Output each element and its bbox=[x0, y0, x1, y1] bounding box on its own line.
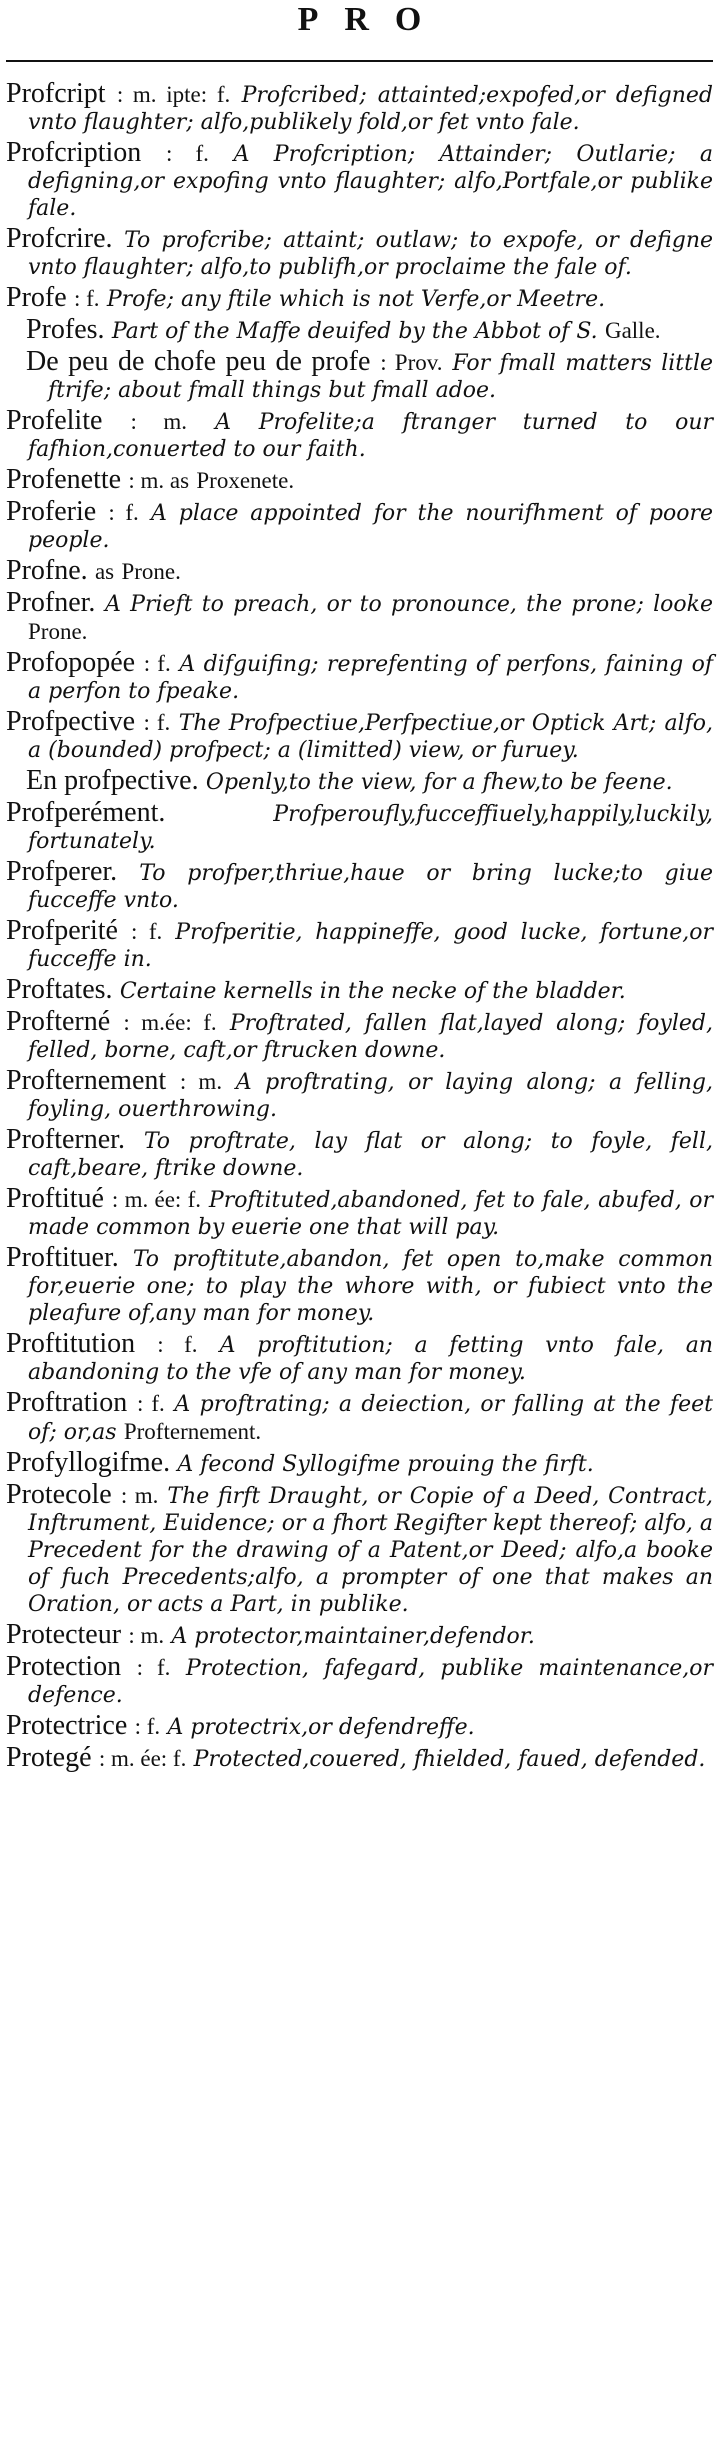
dictionary-entry bbox=[6, 407, 713, 463]
dictionary-entry bbox=[6, 1481, 713, 1618]
entry-headword: Protection bbox=[6, 1651, 122, 1682]
entry-definition: A protector,maintainer,defendor. bbox=[171, 1624, 535, 1649]
entry-definition: A difguifing; reprefenting of perfons, faining of a perfon to fpeake. bbox=[28, 652, 714, 704]
entry-grammar: : m. ée: f. bbox=[111, 1187, 202, 1212]
entry-grammar: : f. bbox=[157, 1332, 198, 1357]
entry-definition: Profe; any ftile which is not Verfe,or Meetre. bbox=[106, 287, 606, 312]
entry-grammar: : f. bbox=[143, 710, 171, 735]
entry-grammar: : m. as bbox=[128, 468, 190, 493]
entry-headword: Profcript bbox=[6, 78, 106, 109]
dictionary-subentry bbox=[26, 348, 713, 404]
dictionary-subentry bbox=[26, 767, 713, 796]
entry-cross-reference: Prone. bbox=[28, 619, 88, 644]
dictionary-entry bbox=[6, 976, 713, 1005]
entry-grammar: : f. bbox=[165, 141, 209, 166]
entry-definition: A Profelite;a ftranger turned to our fafhion,conuerted to our faith. bbox=[28, 410, 714, 462]
entry-grammar: : m. ipte: f. bbox=[116, 82, 231, 107]
dictionary-entry bbox=[6, 1067, 713, 1123]
entry-grammar: : f. bbox=[108, 500, 139, 525]
entry-definition: A proftrating, or laying along; a felling, foyling, ouerthrowing. bbox=[28, 1070, 713, 1122]
entry-grammar: : Prov. bbox=[380, 350, 443, 375]
entry-headword: Profelite bbox=[6, 405, 103, 436]
dictionary-entry bbox=[6, 80, 713, 136]
entry-grammar: : f. bbox=[73, 286, 100, 311]
entry-grammar: : m. bbox=[128, 1623, 165, 1648]
entry-definition: Protection, fafegard, publike maintenance,or defence. bbox=[28, 1656, 714, 1708]
entry-definition: Part of the Maffe deuifed by the Abbot of S. bbox=[111, 319, 598, 344]
entry-headword: Proftituer. bbox=[6, 1242, 119, 1273]
entry-definition: A protectrix,or defendreffe. bbox=[167, 1715, 475, 1740]
entry-definition: The firft Draught, or Copie of a Deed, Contract, Inftrument, Euidence; or a fhort Regifter kept thereof; alfo, a Precedent for the drawing of a Patent,or Deed; alfo,a booke of fuch Precedents;alfo, a prompter of one that makes an Oration, or acts a Part, in publike. bbox=[28, 1484, 714, 1617]
entry-headword: Profner. bbox=[6, 587, 96, 618]
entry-headword: Profpective bbox=[6, 706, 136, 737]
entry-headword: Proftitué bbox=[6, 1183, 104, 1214]
entry-definition: To proftitute,abandon, fet open to,make common for,euerie one; to play the whore with, or fubiect vnto the pleafure of,any man for money. bbox=[28, 1247, 713, 1326]
entry-grammar: : m. ée: f. bbox=[98, 1746, 187, 1771]
entry-grammar: : m. bbox=[120, 1483, 159, 1508]
dictionary-entry bbox=[6, 1449, 713, 1478]
entry-definition: Profcribed; attainted;expofed,or defigned vnto flaughter; alfo,publikely fold,or fet vnto fale. bbox=[28, 83, 714, 135]
entry-grammar: : m. bbox=[179, 1069, 223, 1094]
entry-headword: Proftitution bbox=[6, 1328, 136, 1359]
entry-grammar: : m. bbox=[130, 409, 188, 434]
entry-grammar: as bbox=[94, 559, 115, 584]
entry-headword: Profperer. bbox=[6, 856, 118, 887]
entry-headword: Profcription bbox=[6, 137, 142, 168]
entry-headword: Profne. bbox=[6, 555, 88, 586]
dictionary-entry bbox=[6, 1244, 713, 1327]
dictionary-entry bbox=[6, 917, 713, 973]
entry-headword: De peu de chofe peu de profe bbox=[26, 346, 371, 377]
dictionary-entry bbox=[6, 557, 713, 586]
entry-definition: Proftituted,abandoned, fet to fale, abufed, or made common by euerie one that will pay. bbox=[28, 1188, 714, 1240]
dictionary-entry bbox=[6, 1185, 713, 1241]
entry-cross-reference: Galle. bbox=[604, 318, 661, 343]
dictionary-entry bbox=[6, 799, 713, 855]
dictionary-entry bbox=[6, 284, 713, 313]
entry-grammar: : f. bbox=[136, 1391, 165, 1416]
entry-definition: Protected,couered, fhielded, faued, defended. bbox=[193, 1747, 706, 1772]
header-rule bbox=[6, 60, 713, 62]
entry-headword: Protecole bbox=[6, 1479, 112, 1510]
entry-headword: Profenette bbox=[6, 464, 122, 495]
dictionary-entry bbox=[6, 589, 713, 646]
entry-definition: Proftrated, fallen flat,layed along; foyled, felled, borne, caft,or ftrucken downe. bbox=[28, 1011, 713, 1063]
entry-definition: Openly,to the view, for a fhew,to be feene. bbox=[205, 770, 673, 795]
entry-definition: The Profpectiue,Perfpectiue,or Optick Art; alfo, a (bounded) profpect; a (limitted) view, or furuey. bbox=[28, 711, 714, 763]
entry-headword: Profe bbox=[6, 282, 67, 313]
entry-headword: Profternement bbox=[6, 1065, 167, 1096]
entry-grammar: : f. bbox=[143, 651, 171, 676]
dictionary-entry bbox=[6, 1621, 713, 1650]
entry-grammar: : f. bbox=[136, 1655, 171, 1680]
entry-grammar: : f. bbox=[134, 1714, 161, 1739]
entry-headword: Proferie bbox=[6, 496, 97, 527]
dictionary-entry bbox=[6, 1712, 713, 1741]
entry-definition: A proftrating; a deiection, or falling at the feet of; or,as bbox=[28, 1392, 713, 1445]
dictionary-entry bbox=[6, 708, 713, 764]
entry-grammar: : m.ée: f. bbox=[123, 1010, 217, 1035]
entry-grammar: : f. bbox=[131, 919, 163, 944]
entry-headword: Profterner. bbox=[6, 1124, 125, 1155]
entry-definition: Profperoufly,fucceffiuely,happily,luckily, fortunately. bbox=[28, 802, 713, 854]
entry-definition: A Profcription; Attainder; Outlarie; a defigning,or expofing vnto flaughter; alfo,Portfale,or publike fale. bbox=[28, 142, 714, 221]
dictionary-entry bbox=[6, 1744, 713, 1773]
entry-definition: A proftitution; a fetting vnto fale, an abandoning to the vfe of any man for money. bbox=[28, 1333, 714, 1385]
dictionary-entry bbox=[6, 1126, 713, 1182]
entry-headword: Profopopée bbox=[6, 647, 136, 678]
dictionary-entry bbox=[6, 1330, 713, 1386]
dictionary-entry bbox=[6, 139, 713, 222]
entry-headword: Profperité bbox=[6, 915, 118, 946]
entry-headword: Profyllogifme. bbox=[6, 1447, 171, 1478]
dictionary-entry bbox=[6, 225, 713, 281]
entry-headword: Profcrire. bbox=[6, 223, 113, 254]
entry-headword: Proftates. bbox=[6, 974, 113, 1005]
dictionary-subentry bbox=[26, 316, 713, 345]
dictionary-entry bbox=[6, 1653, 713, 1709]
entry-headword: Profperément. bbox=[6, 797, 166, 828]
entry-definition: To profcribe; attaint; outlaw; to expofe, or defigne vnto flaughter; alfo,to publifh,or proclaime the fale of. bbox=[28, 228, 714, 280]
dictionary-entry bbox=[6, 1008, 713, 1064]
entry-headword: Protectrice bbox=[6, 1710, 128, 1741]
entry-headword: Protegé bbox=[6, 1742, 92, 1773]
entry-headword: En profpective. bbox=[26, 765, 199, 796]
entry-definition: Certaine kernells in the necke of the bladder. bbox=[119, 979, 626, 1004]
dictionary-entry bbox=[6, 649, 713, 705]
entry-definition: To proftrate, lay flat or along; to foyle, fell, caft,beare, ftrike downe. bbox=[28, 1129, 714, 1181]
entry-list bbox=[6, 80, 713, 1773]
entry-headword: Protecteur bbox=[6, 1619, 122, 1650]
entry-headword: Profes. bbox=[26, 314, 105, 345]
dictionary-entry bbox=[6, 858, 713, 914]
entry-definition: A place appointed for the nourifhment of poore people. bbox=[28, 501, 713, 553]
entry-headword: Profterné bbox=[6, 1006, 111, 1037]
entry-definition: Profperitie, happineffe, good lucke, fortune,or fucceffe in. bbox=[28, 920, 714, 972]
entry-cross-reference: Prone. bbox=[121, 559, 181, 584]
entry-definition: A Prieft to preach, or to pronounce, the prone; looke bbox=[105, 592, 713, 617]
entry-definition: To profper,thriue,haue or bring lucke;to giue fucceffe vnto. bbox=[28, 861, 713, 913]
dictionary-entry bbox=[6, 1389, 713, 1446]
entry-definition: For fmall matters little ftrife; about fmall things but fmall adoe. bbox=[48, 351, 714, 403]
dictionary-entry bbox=[6, 498, 713, 554]
entry-definition: A fecond Syllogifme prouing the firft. bbox=[177, 1452, 594, 1477]
entry-cross-reference: Proxenete. bbox=[196, 468, 295, 493]
running-head: PRO bbox=[297, 1, 448, 38]
entry-headword: Proftration bbox=[6, 1387, 128, 1418]
dictionary-entry bbox=[6, 466, 713, 495]
entry-cross-reference: Profternement. bbox=[123, 1419, 262, 1444]
